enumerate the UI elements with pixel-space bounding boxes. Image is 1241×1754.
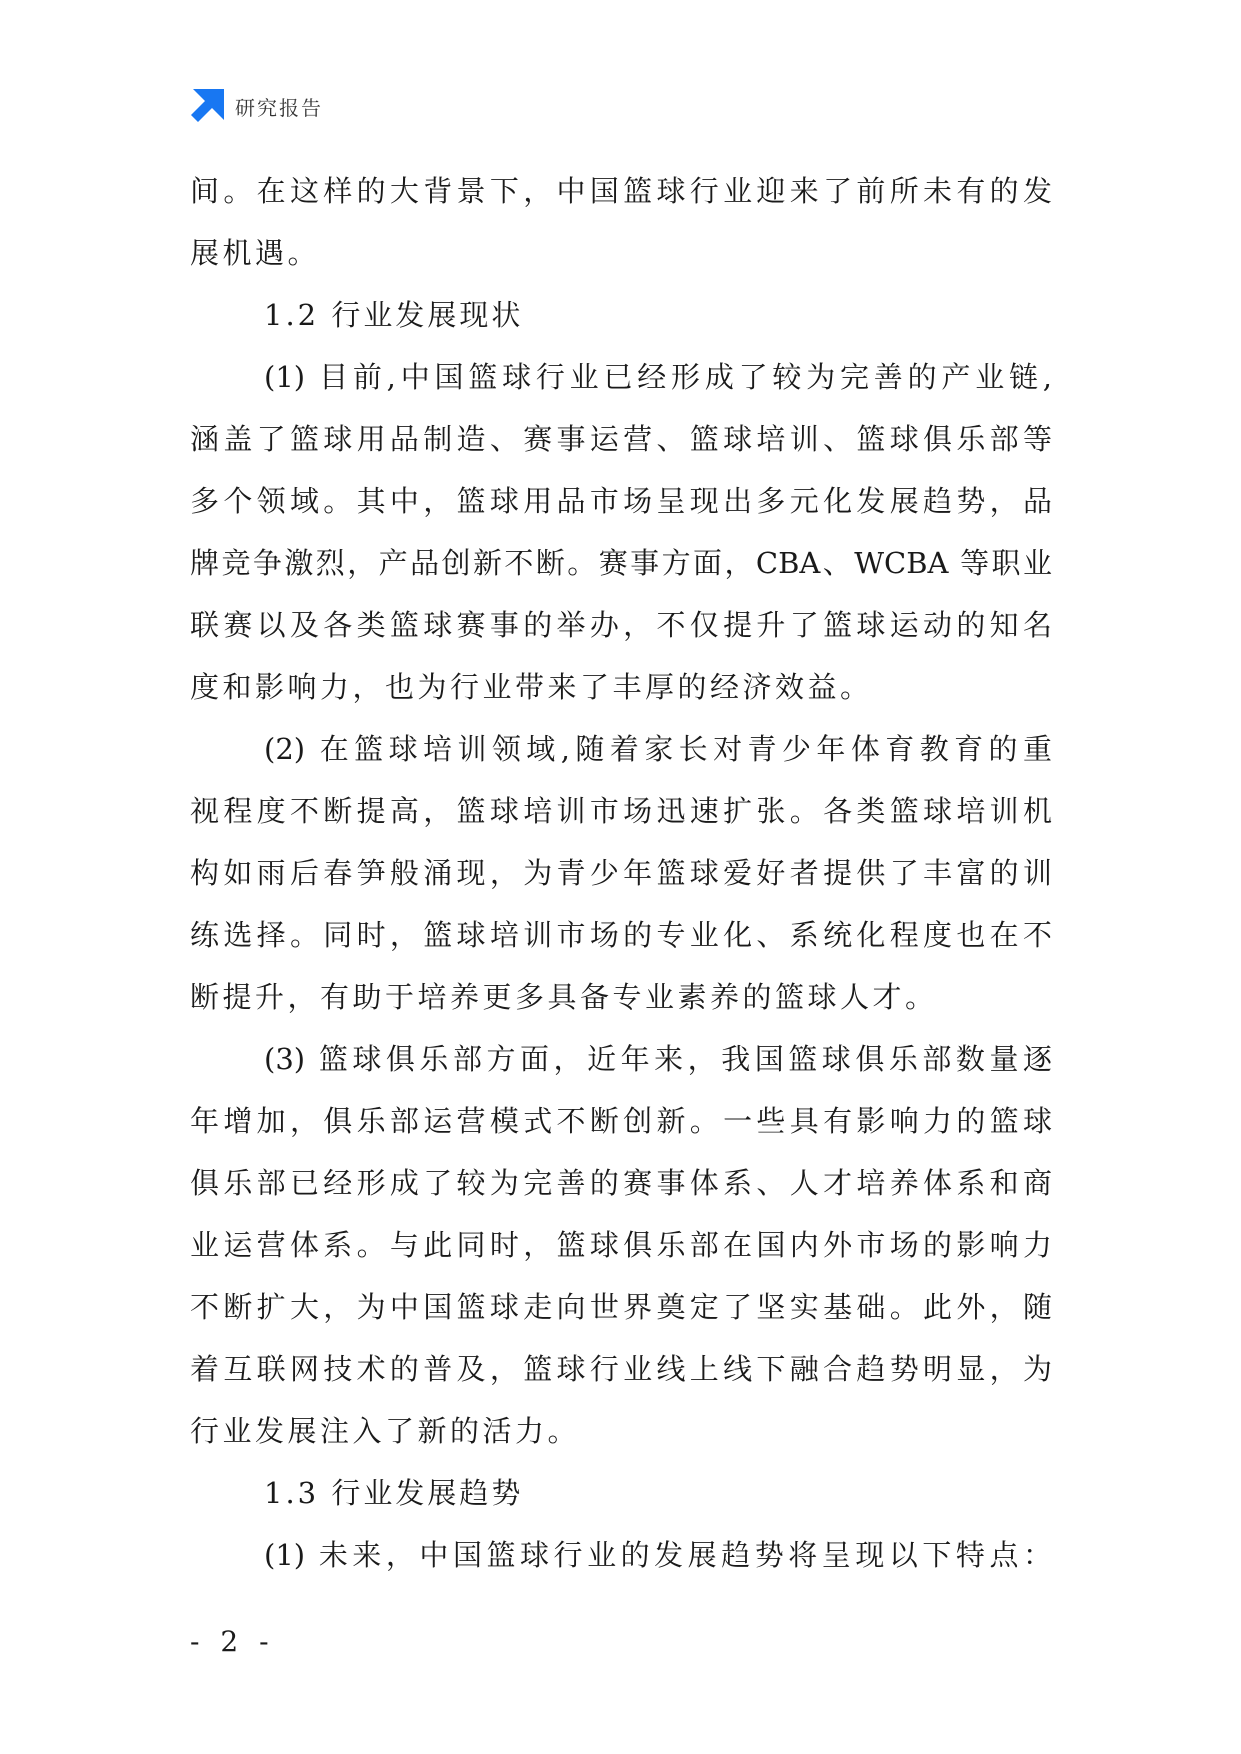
paragraph-line: 业运营体系。与此同时，篮球俱乐部在国内外市场的影响力 [190,1228,1052,1262]
paragraph-line: 间。在这样的大背景下，中国篮球行业迎来了前所未有的发 [190,174,1052,208]
paragraph-line: (1) 目前,中国篮球行业已经形成了较为完善的产业链, [264,360,1052,394]
header-title: 研究报告 [235,95,323,120]
paragraph-line: 多个领域。其中，篮球用品市场呈现出多元化发展趋势，品 [190,484,1052,518]
paragraph-line: 联赛以及各类篮球赛事的举办，不仅提升了篮球运动的知名 [190,608,1052,642]
section-heading-1-3: 1.3 行业发展趋势 [264,1476,524,1510]
paragraph-line: (3) 篮球俱乐部方面，近年来，我国篮球俱乐部数量逐 [264,1042,1052,1076]
paragraph-line: (2) 在篮球培训领域,随着家长对青少年体育教育的重 [264,732,1052,766]
page-number: - 2 - [190,1625,275,1658]
document-body [190,160,1052,1586]
paragraph-line: (1) 未来，中国篮球行业的发展趋势将呈现以下特点： [264,1538,1052,1572]
paragraph-line: 涵盖了篮球用品制造、赛事运营、篮球培训、篮球俱乐部等 [190,422,1052,456]
paragraph-line: 构如雨后春笋般涌现，为青少年篮球爱好者提供了丰富的训 [190,856,1052,890]
paragraph-line: 行业发展注入了新的活力。 [190,1414,581,1448]
paragraph-line: 练选择。同时，篮球培训市场的专业化、系统化程度也在不 [190,918,1052,952]
paragraph-line: 不断扩大，为中国篮球走向世界奠定了坚实基础。此外，随 [190,1290,1052,1324]
document-header [190,88,323,124]
paragraph-line: 展机遇。 [190,236,321,270]
paragraph-line: 断提升，有助于培养更多具备专业素养的篮球人才。 [190,980,938,1014]
paragraph-line: 俱乐部已经形成了较为完善的赛事体系、人才培养体系和商 [190,1166,1052,1200]
paragraph-line: 年增加，俱乐部运营模式不断创新。一些具有影响力的篮球 [190,1104,1052,1138]
paragraph-line: 着互联网技术的普及，篮球行业线上线下融合趋势明显，为 [190,1352,1052,1386]
paragraph-line: 度和影响力，也为行业带来了丰厚的经济效益。 [190,670,873,704]
paragraph-line: 牌竞争激烈，产品创新不断。赛事方面，CBA、WCBA 等职业 [190,546,1052,580]
arrow-up-right-icon [190,89,224,123]
paragraph-line: 视程度不断提高，篮球培训市场迅速扩张。各类篮球培训机 [190,794,1052,828]
section-heading-1-2: 1.2 行业发展现状 [264,298,524,332]
